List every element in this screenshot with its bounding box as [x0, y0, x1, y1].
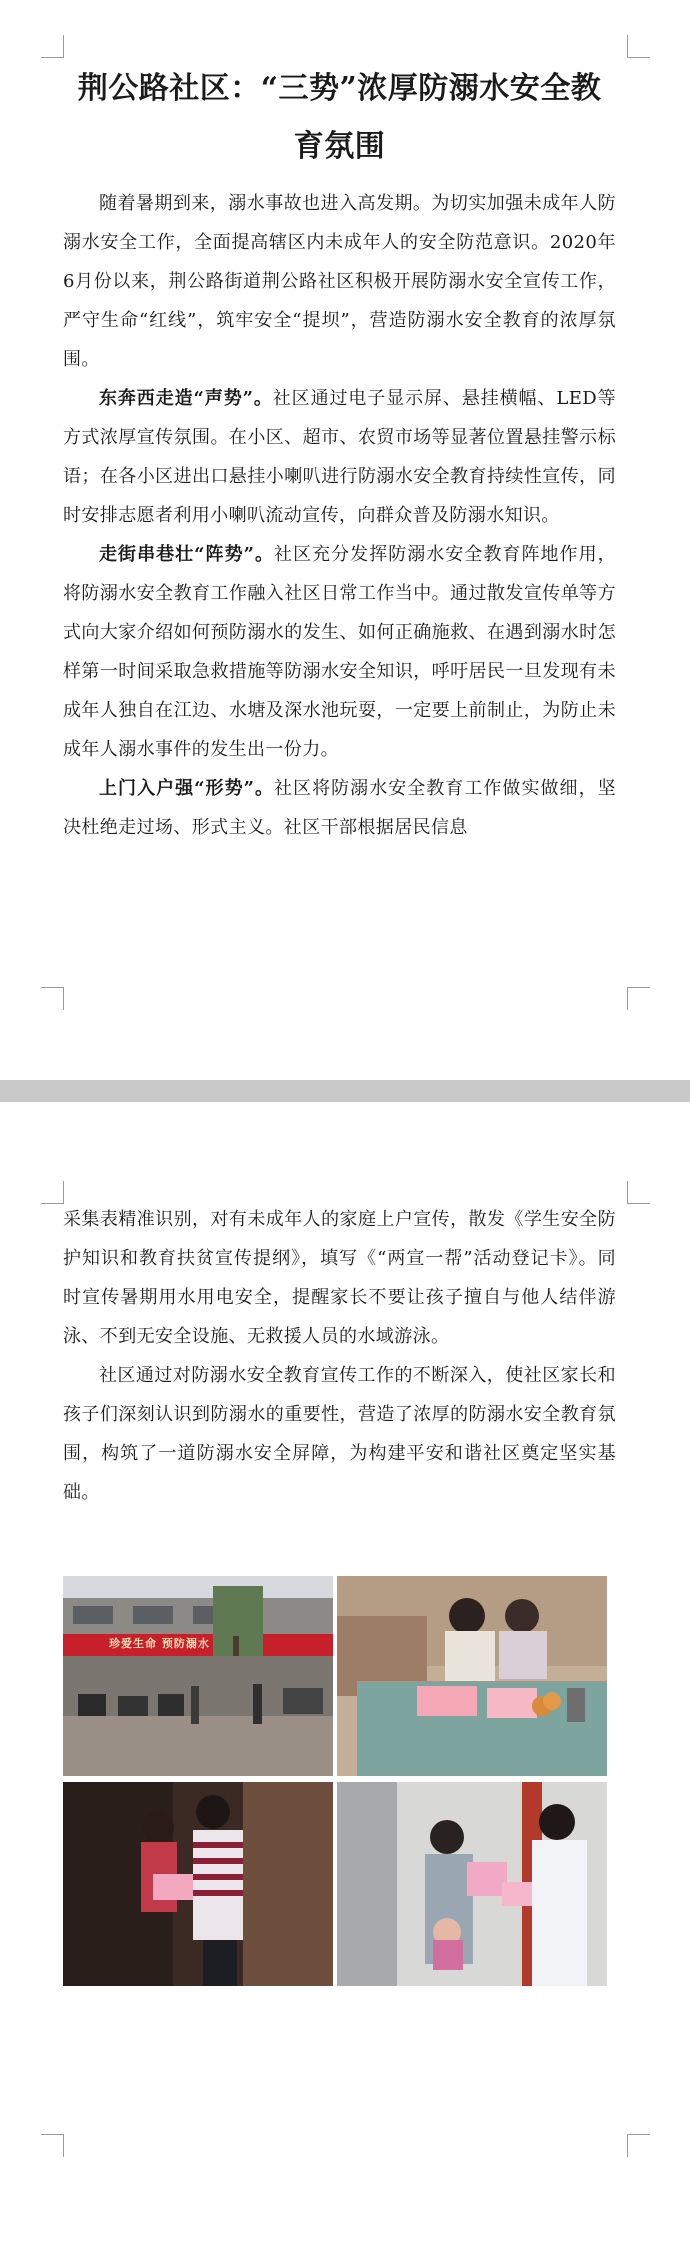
margin-corner-mark [627, 1181, 650, 1204]
document-page-2 [0, 1102, 690, 2242]
margin-corner-mark [41, 1181, 64, 1204]
section-2-body: 社区充分发挥防溺水安全教育阵地作用，将防溺水安全教育工作融入社区日常工作当中。通过散发宣传单等方式向大家介绍如何预防溺水的发生、如何正确施救、在遇到溺水时怎样第一时间采取急救措施等防溺水安全知识，呼吁居民一旦发现有未成年人独自在江边、水塘及深水池玩耍，一定要上前制止，为防止未成年人溺水事件的发生出一份力。 [63, 544, 616, 760]
section-3-body-part1: 社区将防溺水安全教育工作做实做细，坚决杜绝走过场、形式主义。社区干部根据居民信息 [63, 778, 616, 838]
conclusion-paragraph: 社区通过对防溺水安全教育宣传工作的不断深入，使社区家长和孩子们深刻认识到防溺水的重要性，营造了浓厚的防溺水安全教育氛围，构筑了一道防溺水安全屏障，为构建平安和谐社区奠定坚实基础。 [63, 1365, 616, 1503]
page-2-body [63, 1200, 616, 1512]
margin-corner-mark [627, 987, 650, 1010]
document-title: 荆公路社区：“三势”浓厚防溺水安全教育氛围 [77, 71, 602, 164]
page-1-body [63, 60, 616, 847]
photo-indoor-signing [337, 1576, 607, 1776]
document-page-1 [0, 0, 690, 1080]
photo-collage [63, 1576, 607, 1986]
section-2-heading: 走街串巷壮“阵势”。 [99, 544, 275, 565]
section-3-paragraph-start [63, 769, 616, 847]
section-1-heading: 东奔西走造“声势”。 [99, 388, 273, 409]
section-2-paragraph [63, 535, 616, 769]
margin-corner-mark [41, 987, 64, 1010]
page-separator [0, 1080, 690, 1102]
section-1-body: 社区通过电子显示屏、悬挂横幅、LED等方式浓厚宣传氛围。在小区、超市、农贸市场等显著位置悬挂警示标语；在各小区进出口悬挂小喇叭进行防溺水安全教育持续性宣传，同时安排志愿者利用小喇叭流动宣传，向群众普及防溺水知识。 [63, 388, 617, 526]
section-1-paragraph [63, 379, 616, 535]
margin-corner-mark [627, 35, 650, 58]
photo-sign-text: 珍爱生命 预防溺水 [109, 1637, 210, 1650]
photo-street-banner [63, 1576, 333, 1776]
margin-corner-mark [627, 2134, 650, 2157]
margin-corner-mark [41, 2134, 64, 2157]
intro-paragraph: 随着暑期到来，溺水事故也进入高发期。为切实加强未成年人防溺水安全工作，全面提高辖区内未成年人的安全防范意识。2020年6月份以来，荆公路街道荆公路社区积极开展防溺水安全宣传工作，严守生命“红线”，筑牢安全“提坝”，营造防溺水安全教育的浓厚氛围。 [63, 193, 616, 370]
section-3-heading: 上门入户强“形势”。 [99, 778, 275, 799]
photo-home-visit [337, 1782, 607, 1986]
section-3-body-part2: 采集表精准识别，对有未成年人的家庭上户宣传，散发《学生安全防护知识和教育扶贫宣传提纲》，填写《“两宣一帮”活动登记卡》。同时宣传暑期用水用电安全，提醒家长不要让孩子擅自与他人结伴游泳、不到无安全设施、无救援人员的水域游泳。 [63, 1209, 616, 1347]
margin-corner-mark [41, 35, 64, 58]
photo-doorway-visit [63, 1782, 333, 1986]
